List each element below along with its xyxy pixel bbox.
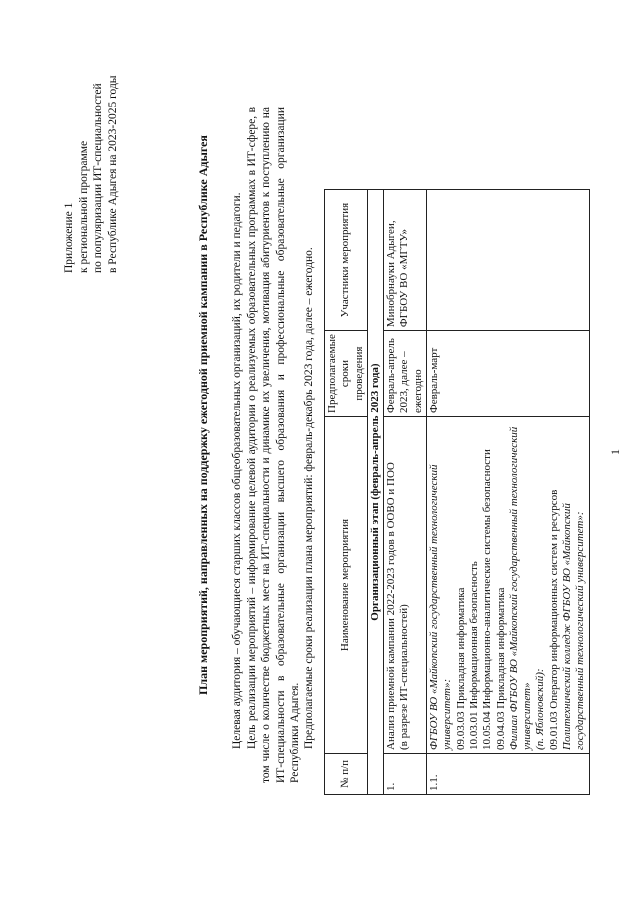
- header-participants: Участники мероприятия: [325, 190, 368, 331]
- row-participants: [427, 190, 590, 331]
- row-no: 1.: [384, 754, 427, 795]
- row-term: Февраль-апрель 2023, далее – ежегодно: [384, 331, 427, 417]
- row-name-line: Политехнический колледж ФГБОУ ВО «Майкопский государственный технологический университет»:: [561, 503, 587, 750]
- row-no: 1.1.: [427, 754, 590, 795]
- table-row: [427, 190, 590, 795]
- row-name-line: ФГБОУ ВО «Майкопский государственный технологический университет»:: [428, 464, 454, 750]
- row-name-line: 10.05.04 Информационно-аналитические системы безопасности: [481, 449, 494, 750]
- appendix-line: к региональной программе: [77, 140, 90, 273]
- stage-row: [367, 190, 383, 795]
- row-name-line: 09.03.03 Прикладная информатика: [454, 587, 467, 750]
- appendix-block: [62, 13, 120, 273]
- row-name: [384, 417, 427, 754]
- row-participants: Минобрнауки Адыгеи, ФГБОУ ВО «МГТУ»: [384, 190, 427, 331]
- stage-label: Организационный этап (февраль-апрель 2023 года): [367, 190, 383, 795]
- row-name-line: 09.01.03 Оператор информационных систем и ресурсов: [547, 489, 560, 750]
- events-table: [324, 189, 590, 795]
- table-header-row: [325, 190, 368, 795]
- header-term: Предполагаемые сроки проведения: [325, 331, 368, 417]
- row-name-line: 09.04.03 Прикладная информатика: [494, 587, 507, 750]
- row-name-line: Анализ приемной кампании 2022-2023 годов в ООВО и ПОО: [385, 462, 398, 750]
- goal-paragraph: Цель реализации мероприятий – информирование целевой аудитории о реализуемых образовательных программах в ИТ-сфере, в том числе о количестве бюджетных мест на ИТ-специальности и динамике их увеличения, мотивация абитуриентов к поступлению на ИТ-специальности в образовательные организации высшего образования и профессиональные образовательные организации Республики Адыгея.: [245, 107, 301, 783]
- header-name: Наименование мероприятия: [325, 417, 368, 754]
- table-row: [384, 190, 427, 795]
- appendix-line: по популяризации ИТ-специальностей: [92, 83, 104, 273]
- document-title: План мероприятий, направленных на поддержку ежегодной приемной кампании в Республике Адыгея: [196, 135, 210, 695]
- audience-paragraph: Целевая аудитория – обучающиеся старших классов общеобразовательных организаций, их родители и педагоги.: [231, 192, 243, 749]
- row-name-line: 10.03.01 Информационная безопасность: [467, 561, 480, 750]
- appendix-line: Приложение 1: [63, 202, 75, 273]
- row-term: Февраль-март: [427, 331, 590, 417]
- row-name: [427, 417, 590, 754]
- appendix-line: в Республике Адыгея на 2023-2025 годы: [106, 75, 119, 273]
- row-name-line: (п. Яблоновский):: [534, 668, 547, 750]
- header-no: № п/п: [325, 754, 368, 795]
- terms-paragraph: Предполагаемые сроки реализации плана мероприятий: февраль-декабрь 2023 года, далее – ежегодно.: [303, 247, 315, 749]
- page-number: 1: [608, 449, 622, 455]
- row-name-line: Филиал ФГБОУ ВО «Майкопский государственный технологический университет»: [507, 426, 534, 750]
- intro-text: [230, 107, 303, 783]
- row-name-line: (в разрезе ИТ-специальностей): [398, 604, 411, 750]
